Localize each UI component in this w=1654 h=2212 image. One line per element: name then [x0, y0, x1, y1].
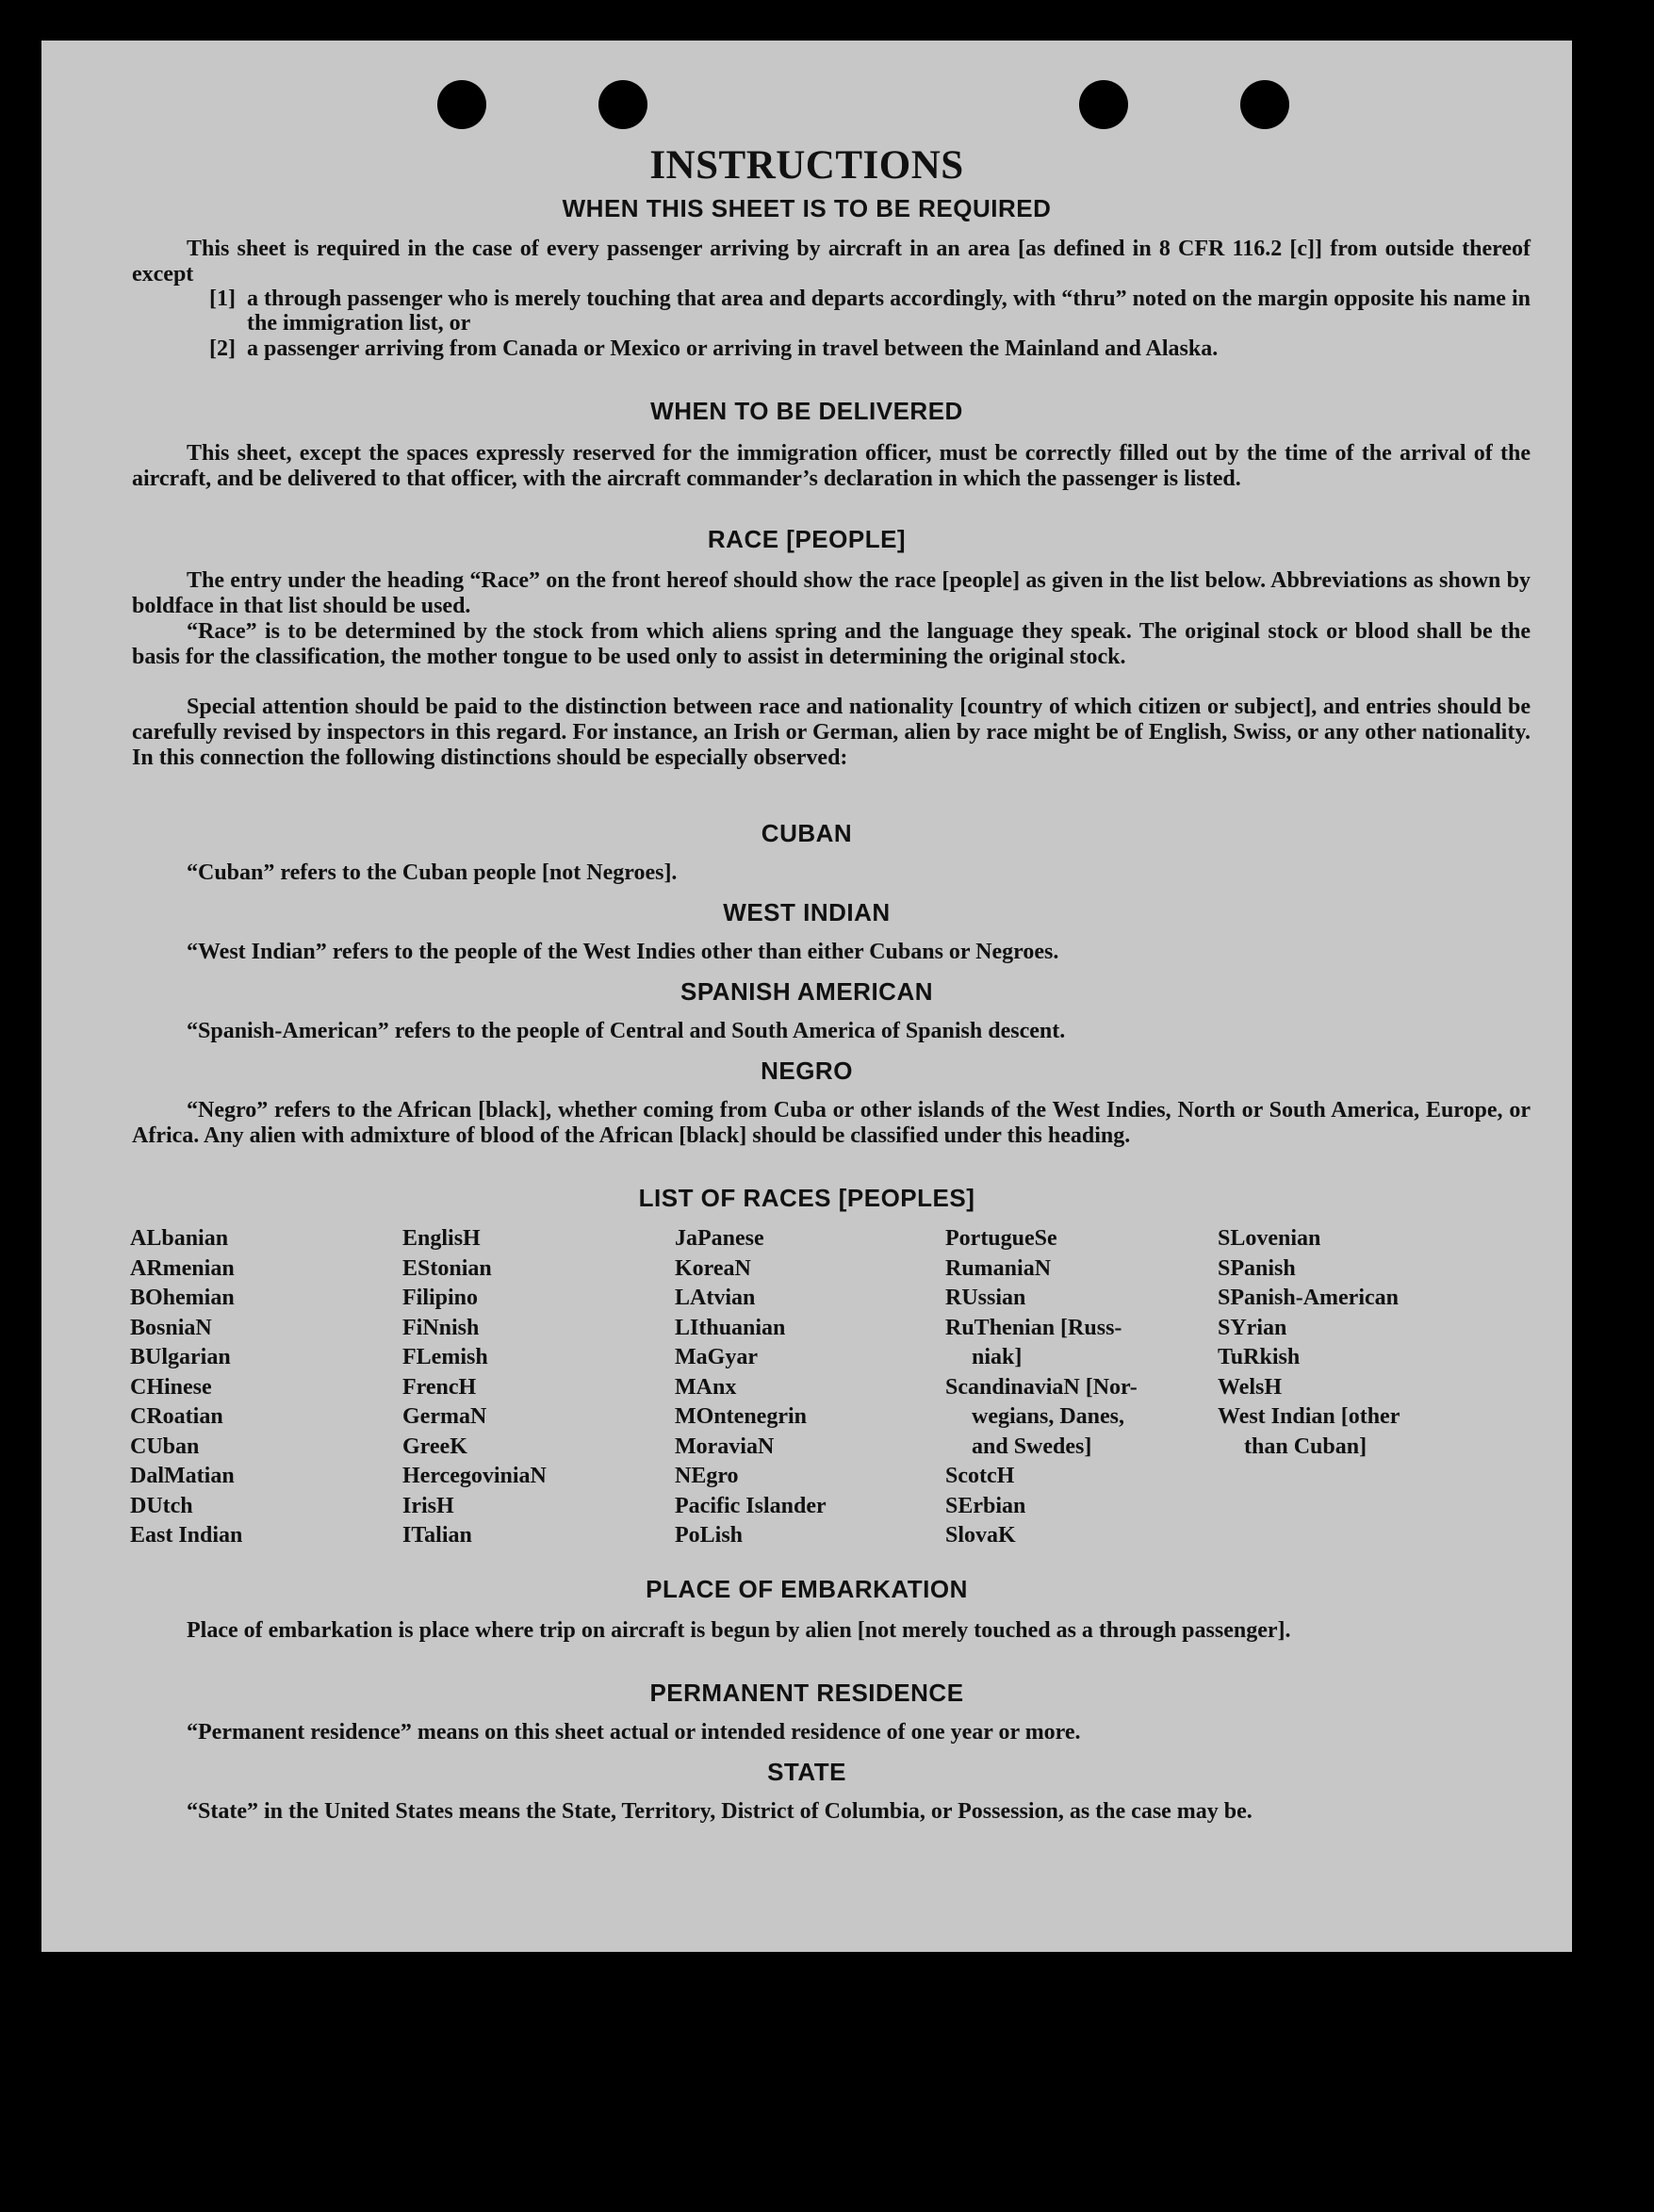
race-entry: SlovaK	[945, 1523, 1016, 1548]
race-entry: than Cuban]	[1244, 1434, 1367, 1459]
item-text: a passenger arriving from Canada or Mexico or arriving in travel between the Mainland and Alaska.	[247, 336, 1219, 361]
race-entry: SLovenian	[1218, 1226, 1321, 1251]
race-entry: TuRkish	[1218, 1345, 1301, 1369]
west-indian-text: “West Indian” refers to the people of the West Indies other than either Cubans or Negroes.	[187, 940, 1059, 964]
required-intro: This sheet is required in the case of every passenger arriving by aircraft in an area [as defined in 8 CFR 116.2 [c]] from outside thereof except	[132, 237, 1531, 287]
race-entry: LAtvian	[675, 1286, 756, 1310]
cuban-text: “Cuban” refers to the Cuban people [not Negroes].	[187, 860, 678, 885]
race-entry: KoreaN	[675, 1255, 751, 1281]
heading-list-of-races: LIST OF RACES [PEOPLES]	[638, 1184, 975, 1212]
race-entry: FLemish	[402, 1345, 488, 1369]
race-entry: ScotcH	[945, 1464, 1015, 1488]
race-entry: RUssian	[945, 1286, 1026, 1310]
race-entry: SYrian	[1218, 1315, 1287, 1340]
punch-hole	[1240, 80, 1289, 129]
race-entry: CUban	[130, 1434, 200, 1459]
item-text: a through passenger who is merely touching that area and departs accordingly, with “thru” noted on the margin opposite his name in the immigration list, or	[247, 287, 1531, 336]
race-entry: RumaniaN	[945, 1255, 1052, 1281]
heading-permanent-residence: PERMANENT RESIDENCE	[649, 1679, 964, 1707]
race-entry: BosniaN	[130, 1315, 212, 1340]
heading-cuban: CUBAN	[761, 819, 853, 847]
races-column-5	[1218, 1224, 1400, 1462]
negro-text: “Negro” refers to the African [black], whether coming from Cuba or other islands of the West Indies, North or South America, Europe, or Africa. Any alien with admixture of blood of the African [black] should be classified under this heading.	[132, 1098, 1531, 1148]
spanish-american-text: “Spanish-American” refers to the people of Central and South America of Spanish descent.	[187, 1019, 1066, 1043]
race-entry: SPanish	[1218, 1255, 1296, 1281]
races-column-1	[130, 1224, 242, 1551]
item-number: [2]	[209, 336, 236, 361]
race-entry: MOntenegrin	[675, 1404, 807, 1429]
heading-west-indian: WEST INDIAN	[723, 898, 891, 926]
exception-item-1	[209, 287, 1531, 336]
delivered-text: This sheet, except the spaces expressly reserved for the immigration officer, must be correctly filled out by the time of the arrival of the aircraft, and be delivered to that officer, with the aircraft commander’s declaration in which the passenger is listed.	[132, 441, 1531, 491]
race-entry: IrisH	[402, 1493, 454, 1518]
heading-negro: NEGRO	[761, 1057, 853, 1085]
race-entry: ScandinaviaN [Nor-	[945, 1374, 1138, 1400]
race-entry: EStonian	[402, 1255, 492, 1281]
heading-state: STATE	[767, 1758, 846, 1786]
residence-text: “Permanent residence” means on this sheet actual or intended residence of one year or more.	[187, 1720, 1081, 1745]
race-entry: SErbian	[945, 1493, 1026, 1518]
race-entry: BOhemian	[130, 1286, 235, 1310]
race-entry: niak]	[972, 1345, 1023, 1369]
race-entry: ITalian	[402, 1523, 472, 1548]
race-entry: FiNnish	[402, 1315, 480, 1340]
race-entry: JaPanese	[675, 1226, 764, 1251]
race-entry: CHinese	[130, 1374, 212, 1400]
race-entry: West Indian [other	[1218, 1404, 1400, 1429]
race-entry: MaGyar	[675, 1345, 758, 1369]
race-entry: SPanish-American	[1218, 1286, 1399, 1310]
race-entry: MAnx	[675, 1374, 737, 1400]
race-entry: RuThenian [Russ-	[945, 1315, 1122, 1340]
race-paragraph-3: Special attention should be paid to the distinction between race and nationality [country of which citizen or subject], and entries should be carefully revised by inspectors in this regard. For instance, an Irish or German, alien by race might be of English, Swiss, or any other nationality. In this connection the following distinctions should be especially observed:	[132, 695, 1531, 770]
race-entry: GreeK	[402, 1434, 467, 1459]
punch-hole	[437, 80, 486, 129]
race-entry: NEgro	[675, 1464, 739, 1488]
race-entry: BUlgarian	[130, 1345, 231, 1369]
races-column-4	[945, 1224, 1138, 1551]
race-entry: MoraviaN	[675, 1434, 775, 1459]
race-entry: ALbanian	[130, 1226, 229, 1251]
exception-item-2	[209, 336, 1531, 361]
embarkation-text: Place of embarkation is place where trip on aircraft is begun by alien [not merely touched as a through passenger].	[187, 1618, 1291, 1643]
race-paragraph-2: “Race” is to be determined by the stock from which aliens spring and the language they speak. The original stock or blood shall be the basis for the classification, the mother tongue to be used only to assist in determining the original stock.	[132, 619, 1531, 669]
state-text: “State” in the United States means the State, Territory, District of Columbia, or Possession, as the case may be.	[187, 1799, 1253, 1824]
race-entry: Filipino	[402, 1286, 479, 1310]
race-entry: LIthuanian	[675, 1315, 786, 1340]
race-entry: DUtch	[130, 1493, 193, 1518]
heading-when-required: WHEN THIS SHEET IS TO BE REQUIRED	[562, 194, 1052, 222]
race-entry: HercegoviniaN	[402, 1464, 547, 1488]
race-entry: and Swedes]	[972, 1434, 1092, 1459]
item-number: [1]	[209, 287, 236, 311]
race-entry: EnglisH	[402, 1226, 481, 1251]
heading-race: RACE [PEOPLE]	[707, 525, 907, 553]
race-entry: CRoatian	[130, 1404, 223, 1429]
punch-hole	[1079, 80, 1128, 129]
race-entry: PortugueSe	[945, 1226, 1057, 1251]
race-entry: PoLish	[675, 1523, 744, 1548]
races-column-3	[675, 1224, 827, 1551]
race-entry: wegians, Danes,	[972, 1404, 1125, 1429]
page-title: INSTRUCTIONS	[649, 143, 964, 188]
races-column-2	[402, 1224, 547, 1551]
race-entry: FrencH	[402, 1374, 477, 1400]
race-entry: DalMatian	[130, 1464, 235, 1488]
heading-when-delivered: WHEN TO BE DELIVERED	[650, 397, 963, 425]
race-entry: East Indian	[130, 1523, 243, 1548]
heading-spanish-american: SPANISH AMERICAN	[680, 977, 933, 1006]
document-page	[41, 41, 1572, 1952]
heading-place-of-embarkation: PLACE OF EMBARKATION	[646, 1575, 968, 1603]
race-paragraph-1: The entry under the heading “Race” on the front hereof should show the race [people] as given in the list below. Abbreviations as shown by boldface in that list should be used.	[132, 568, 1531, 618]
punch-hole	[598, 80, 647, 129]
race-entry: ARmenian	[130, 1255, 235, 1281]
race-entry: WelsH	[1218, 1374, 1283, 1400]
race-entry: GermaN	[402, 1404, 487, 1429]
race-entry: Pacific Islander	[675, 1493, 827, 1518]
